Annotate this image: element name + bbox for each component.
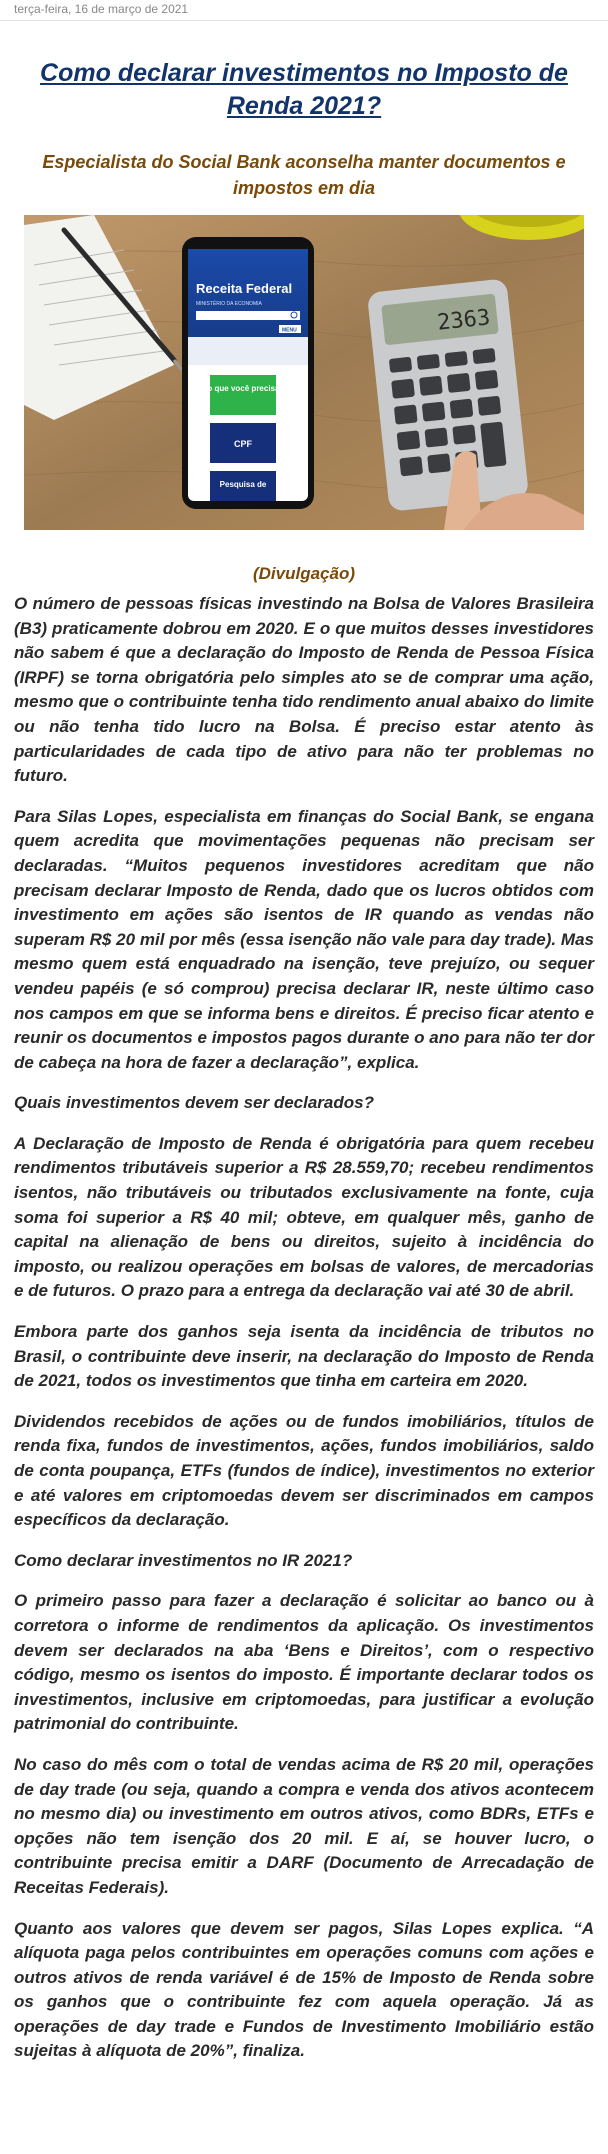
phone-green-button: Do que você precisa? xyxy=(201,384,285,393)
phone-pesquisa-button: Pesquisa de xyxy=(219,480,267,489)
article-subtitle: Especialista do Social Bank aconselha manter documentos e impostos em dia xyxy=(42,152,566,198)
photo-illustration xyxy=(24,215,584,530)
publish-date: terça-feira, 16 de março de 2021 xyxy=(0,0,608,21)
calculator-icon xyxy=(367,278,529,511)
paragraph: No caso do mês com o total de vendas acima de R$ 20 mil, operações de day trade (ou seja, quando a compra e venda dos ativos acontecem no mesmo dia) ou investimento em outros ativos, como BDRs, ETFs e opções não tem isenção dos 20 mil. E aí, se houver lucro, o contribuinte precisa emitir a DARF (Documento de Arrecadação de Receitas Federais). xyxy=(14,1754,594,1897)
paragraph: A Declaração de Imposto de Renda é obrigatória para quem recebeu rendimentos tributáveis superior a R$ 28.559,70; recebeu rendimentos isentos, não tributáveis ou tributados exclusivamente na fonte, cuja soma foi superior a R$ 40 mil; obteve, em qualquer mês, ganho de capital na alienação de bens ou direitos, sujeito à incidência do imposto, ou realizou operações em bolsas de valores, de mercadorias e de futuros. O prazo para a entrega da declaração vai até 30 de abril. xyxy=(14,1133,594,1301)
article-photo xyxy=(24,215,584,530)
smartphone-icon xyxy=(182,237,314,509)
calculator-display: 2363 xyxy=(436,305,492,336)
phone-brand: Receita Federal xyxy=(196,281,293,296)
phone-menu: MENU xyxy=(282,327,297,334)
section-question: Como declarar investimentos no IR 2021? xyxy=(14,1550,353,1570)
paragraph: Embora parte dos ganhos seja isenta da incidência de tributos no Brasil, o contribuinte deve inserir, na declaração do Imposto de Renda de 2021, todos os investimentos que tinha em carteira em 2020. xyxy=(14,1322,594,1391)
phone-cpf-button: CPF xyxy=(234,439,252,449)
photo-caption: (Divulgação) xyxy=(252,564,356,583)
paragraph: Para Silas Lopes, especialista em finanças do Social Bank, se engana quem acredita que movimentações pequenas não precisam ser declaradas. “Muitos pequenos investidores acreditam que não precisam declarar Imposto de Renda, dado que os lucros obtidos com investimento em ações são isentos de IR quando as vendas não superam R$ 20 mil por mês (essa isenção não vale para day trade). Mas mesmo quem está enquadrado na isenção, teve prejuízo, ou sequer vendeu papéis (e só comprou) precisa declarar IR, neste último caso nos campos em que se informa bens e direitos. É preciso ficar atento e reunir os documentos e impostos pagos durante o ano para não ter dor de cabeça na hora de fazer a declaração”, explica. xyxy=(14,806,594,1072)
paragraph: Dividendos recebidos de ações ou de fundos imobiliários, títulos de renda fixa, fundos de investimentos, ações, fundos imobiliários, saldo de conta poupança, ETFs (fundos de índice), investimentos no exterior e até valores em criptomoedas devem ser discriminados em campos específicos da declaração. xyxy=(14,1411,594,1530)
paragraph: O número de pessoas físicas investindo na Bolsa de Valores Brasileira (B3) praticamente dobrou em 2020. E o que muitos desses investidores não sabem é que a declaração do Imposto de Renda de Pessoa Física (IRPF) se torna obrigatória pelo simples ato se de comprar uma ação, mesmo que o contribuinte tenha tido rendimento anual abaixo do limite ou não tenha tido lucro na Bolsa. É preciso estar atento às particularidades de cada tipo de ativo para não ter problemas no futuro. xyxy=(14,594,594,786)
section-question: Quais investimentos devem ser declarados? xyxy=(14,1093,374,1113)
article-body xyxy=(14,592,594,2064)
paragraph: Quanto aos valores que devem ser pagos, Silas Lopes explica. “A alíquota paga pelos contribuintes em operações comuns com ações e outros ativos de renda variável é de 15% de Imposto de Renda sobre os ganhos que o contribuinte fez com aquela operação. Já as operações de day trade e Fundos de Investimento Imobiliário estão sujeitas à alíquota de 20%”, finaliza. xyxy=(14,1918,594,2061)
article-title[interactable]: Como declarar investimentos no Imposto de Renda 2021? xyxy=(40,59,568,120)
paragraph: O primeiro passo para fazer a declaração é solicitar ao banco ou à corretora o informe de rendimentos da aplicação. Os investimentos devem ser declarados na aba ‘Bens e Direitos’, com o respectivo código, mesmo os isentos do imposto. É importante declarar todos os investimentos, inclusive em criptomoedas, para justificar a evolução patrimonial do contribuinte. xyxy=(14,1591,594,1734)
phone-ministry: MINISTÉRIO DA ECONOMIA xyxy=(196,301,262,307)
